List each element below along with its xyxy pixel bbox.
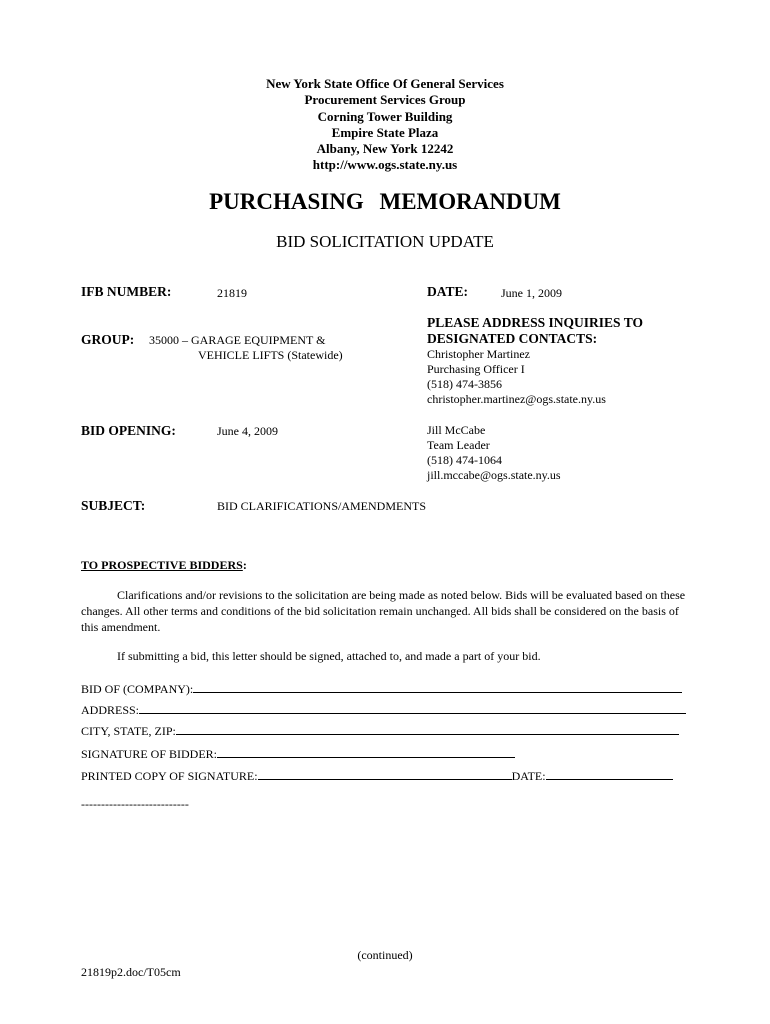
page-title: PURCHASING MEMORANDUM (209, 189, 561, 214)
city-line: Albany, New York 12242 (316, 141, 454, 157)
website-url: http://www.ogs.state.ny.us (312, 157, 458, 173)
group-name: Procurement Services Group (304, 92, 466, 108)
contact-primary (427, 347, 606, 407)
contact-email[interactable]: jill.mccabe@ogs.state.ny.us (427, 468, 561, 482)
group-value-line1: 35000 – GARAGE EQUIPMENT & (149, 333, 326, 347)
inquiries-heading: PLEASE ADDRESS INQUIRIES TO DESIGNATED CONTACTS: (427, 315, 643, 346)
group-value-line2: VEHICLE LIFTS (Statewide) (198, 348, 343, 362)
ifb-value: 21819 (217, 286, 247, 300)
date-field-label: DATE: (511, 769, 546, 783)
contact-name: Christopher Martinez (427, 347, 530, 361)
company-field[interactable]: BID OF (COMPANY): (81, 680, 682, 697)
contact-email[interactable]: christopher.martinez@ogs.state.ny.us (427, 392, 606, 406)
continued-note: (continued) (357, 948, 413, 962)
signature-field[interactable]: SIGNATURE OF BIDDER: (81, 745, 515, 762)
printed-signature-field[interactable]: PRINTED COPY OF SIGNATURE: DATE: (81, 767, 673, 784)
plaza-name: Empire State Plaza (331, 124, 439, 140)
subject-label: SUBJECT: (81, 498, 146, 513)
bid-opening-label: BID OPENING: (81, 423, 176, 438)
building-name: Corning Tower Building (317, 108, 453, 124)
bid-opening-value: June 4, 2009 (217, 424, 278, 438)
contact-secondary (427, 423, 561, 483)
file-reference: 21819p2.doc/T05cm (81, 965, 181, 979)
subject-value: BID CLARIFICATIONS/AMENDMENTS (217, 499, 427, 513)
ifb-label: IFB NUMBER: (81, 284, 172, 299)
date-value: June 1, 2009 (501, 286, 562, 300)
page-subtitle: BID SOLICITATION UPDATE (276, 232, 494, 251)
agency-name: New York State Office Of General Services (266, 76, 504, 91)
clarification-paragraph: Clarifications and/or revisions to the solicitation are being made as noted below. Bids will be evaluated based on these changes. All other terms and conditions of the bid solicitation remain unchanged. All bids shall be considered on the basis of this amendment. (81, 588, 686, 634)
address-field[interactable]: ADDRESS: (81, 701, 686, 718)
bidders-heading: TO PROSPECTIVE BIDDERS: (81, 558, 247, 572)
city-state-zip-field[interactable]: CITY, STATE, ZIP: (81, 722, 679, 739)
separator: --------------------------- (81, 797, 189, 811)
contact-phone: (518) 474-3856 (427, 377, 502, 391)
signing-instruction: If submitting a bid, this letter should be signed, attached to, and made a part of your bid. (117, 649, 541, 663)
date-label: DATE: (427, 284, 469, 299)
contact-title: Purchasing Officer I (427, 362, 525, 376)
contact-name: Jill McCabe (427, 423, 486, 437)
group-label: GROUP: (81, 332, 135, 347)
contact-title: Team Leader (427, 438, 490, 452)
letterhead (0, 76, 770, 174)
contact-phone: (518) 474-1064 (427, 453, 502, 467)
